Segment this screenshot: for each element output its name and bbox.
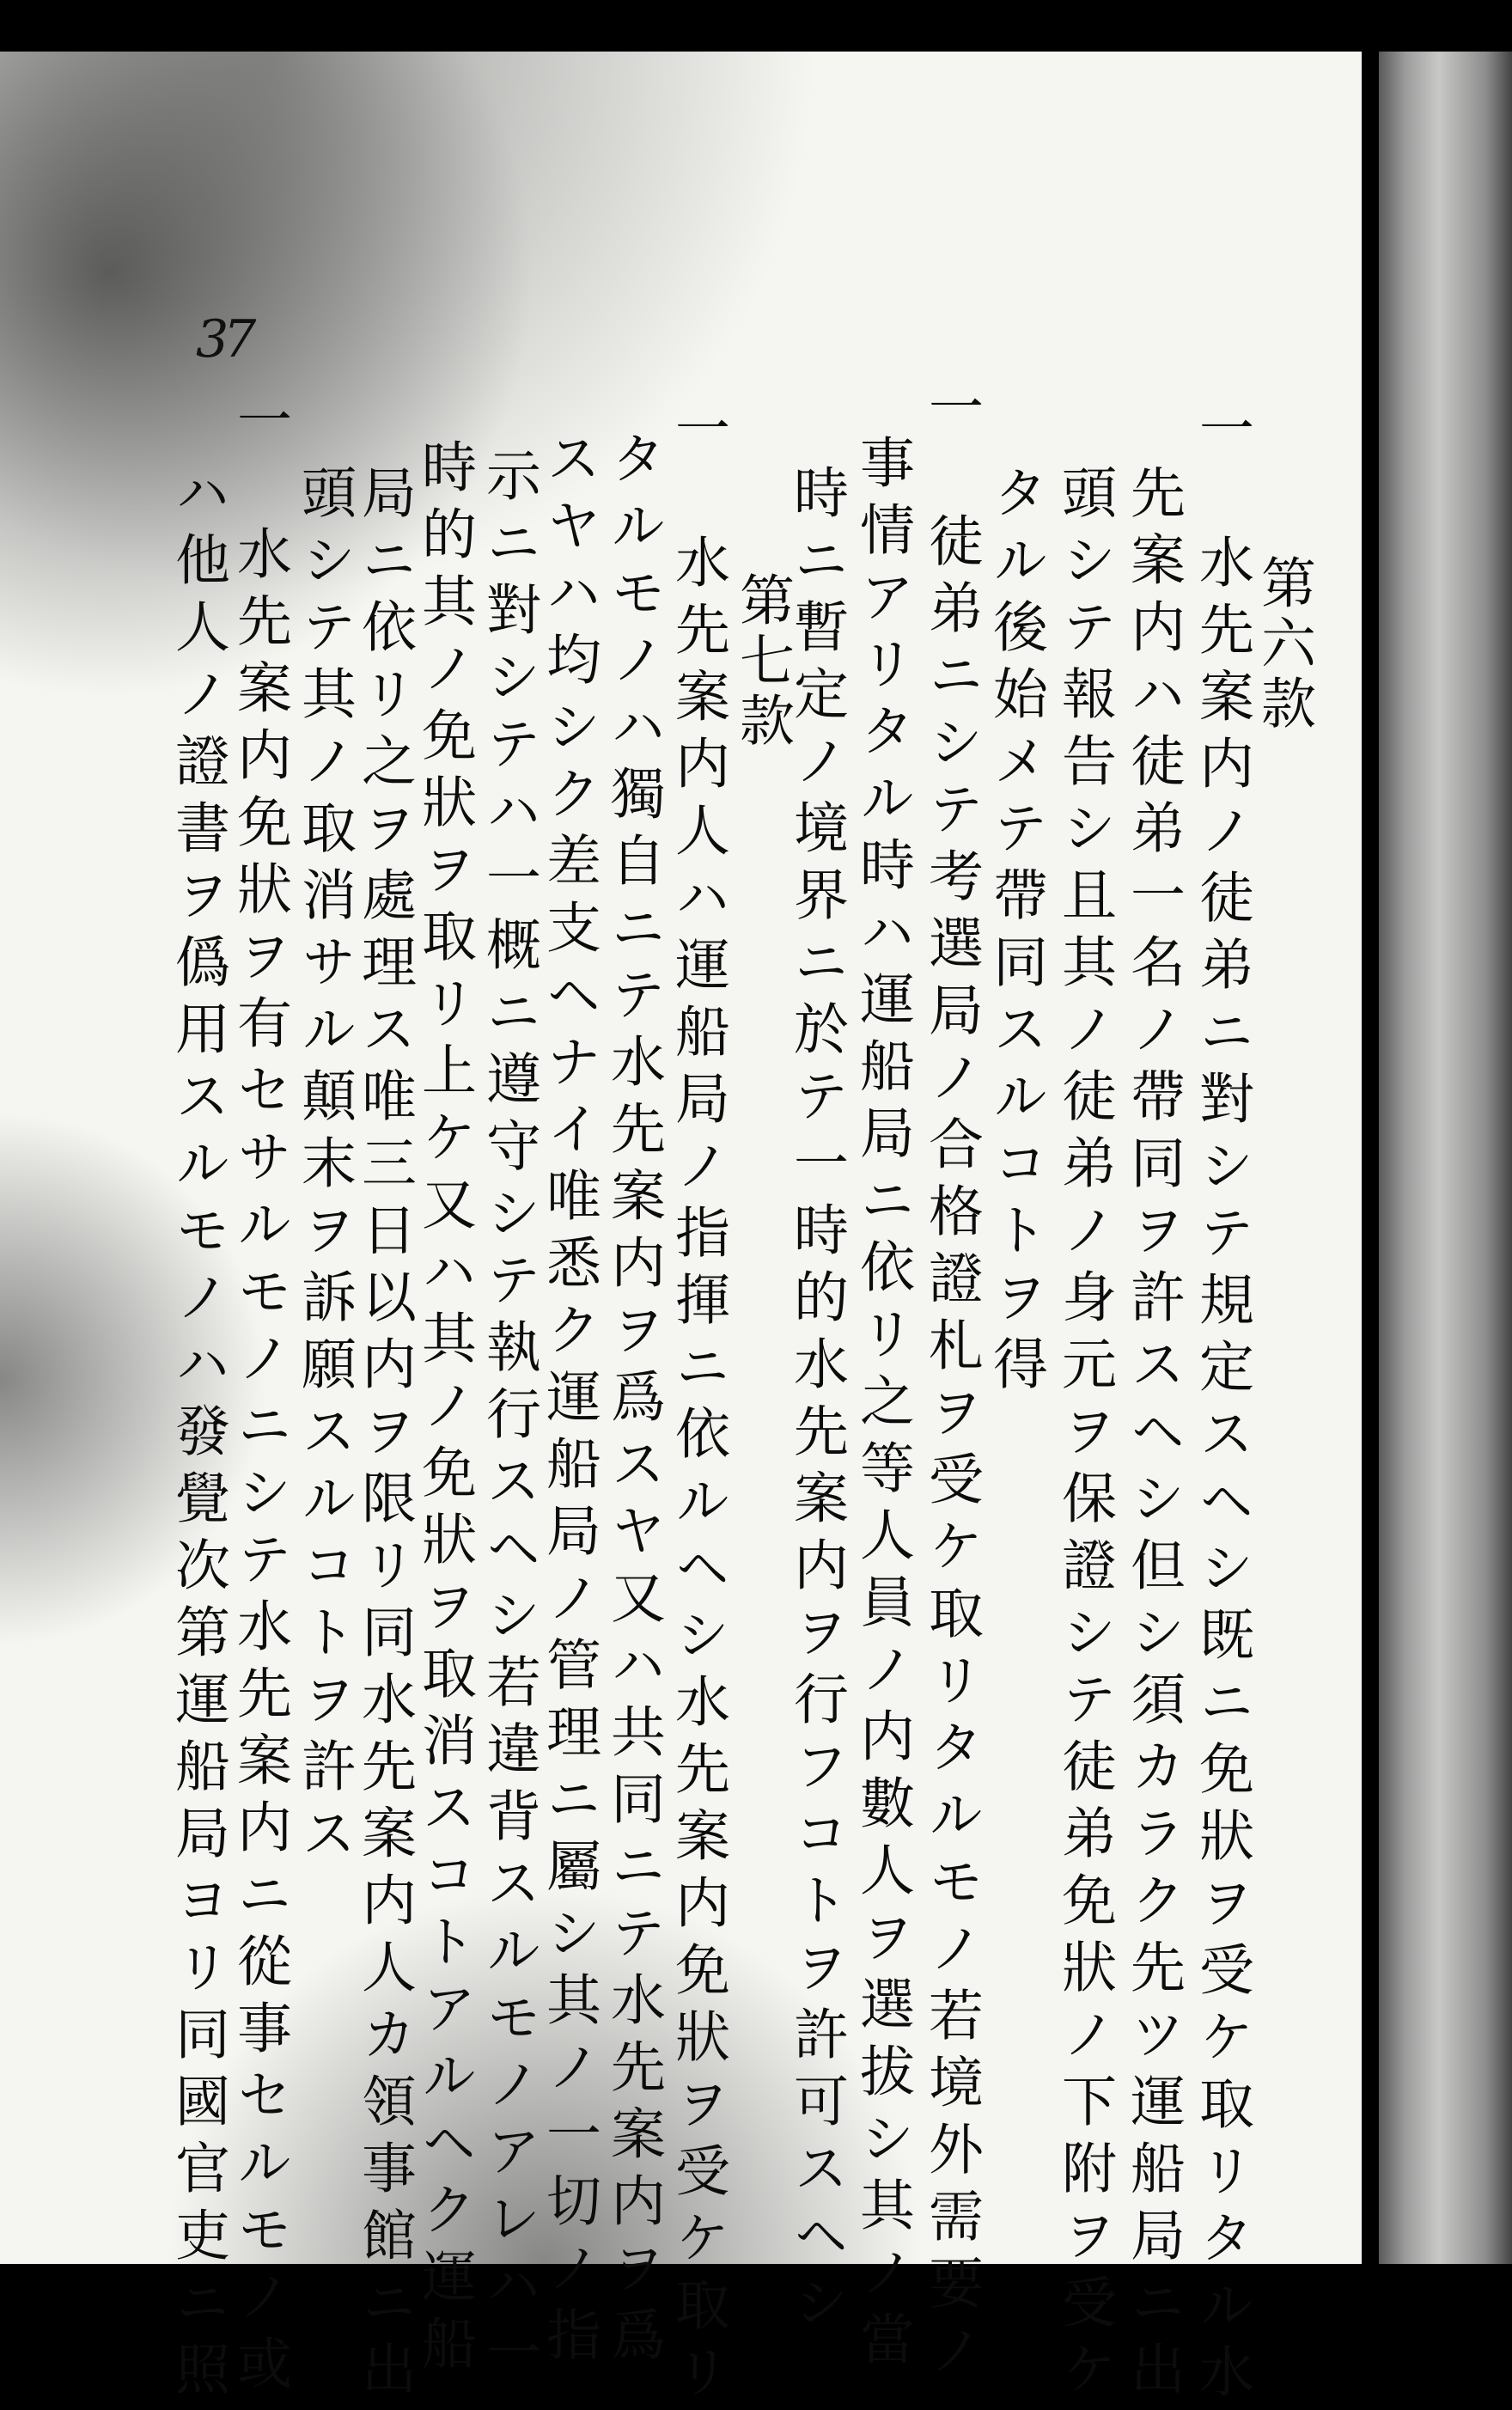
text-column: ハ他人ノ證書ヲ僞用スルモノハ發覺次第運船局ヨリ同國官吏ニ照 <box>166 464 229 2407</box>
text-column: スヤハ均シク差支ヘナイ唯悉ク運船局ノ管理ニ屬シ其ノ一切ノ指 <box>537 430 601 2373</box>
text-column: タルモノハ獨自ニテ水先案内ヲ爲スヤ又ハ共同ニテ水先案内ヲ爲 <box>601 430 665 2373</box>
text-column: 局ニ依リ之ヲ處理ス唯三日以内ヲ限リ同水先案内人カ領事館ニ出 <box>352 464 416 2407</box>
text-column: 示ニ對シテハ一概ニ遵守シテ執行スヘシ若違背スルモノアレハ一 <box>477 447 540 2390</box>
text-column: 頭シテ其ノ取消サル顛末ヲ訴願スルコトヲ許ス <box>292 464 356 1871</box>
text-column: 事情アリタル時ハ運船局ニ依リ之等人員ノ内數人ヲ選拔シ其ノ當 <box>850 434 914 2377</box>
text-column: タル後始メテ帶同スルコトヲ得 <box>984 464 1047 1402</box>
page-number: 37 <box>196 309 252 369</box>
text-column: 一 徒弟ニシテ考選局ノ合格證札ヲ受ケ取リタルモノ若境外需要ノ <box>919 378 983 2389</box>
text-column: 一 水先案内ノ徒弟ニ對シテ規定スヘシ既ニ免狀ヲ受ケ取リタル水 <box>1190 400 1253 2410</box>
section-heading-7: 第七款 <box>730 571 794 752</box>
text-column: 頭シテ報告シ且其ノ徒弟ノ身元ヲ保證シテ徒弟免狀ノ下附ヲ受ケ <box>1052 464 1116 2407</box>
text-column: 一 水先案内免狀ヲ有セサルモノニシテ水先案内ニ從事セルモノ或 <box>228 391 291 2401</box>
adjacent-page-edge <box>1379 52 1512 2264</box>
text-column: 先案内ハ徒弟一名ノ帶同ヲ許スヘシ但シ須カラク先ツ運船局ニ出 <box>1121 464 1185 2407</box>
text-column: 時的其ノ免狀ヲ取リ上ケ又ハ其ノ免狀ヲ取消スコトアルヘク運船 <box>412 438 476 2382</box>
text-column: 一 水先案内人ハ運船局ノ指揮ニ依ルヘシ水先案内免狀ヲ受ケ取リ <box>666 400 729 2410</box>
text-column: 時ニ暫定ノ境界ニ於テ一時的水先案内ヲ行フコトヲ許可スヘシ <box>784 464 848 2340</box>
section-heading-6: 第六款 <box>1252 554 1315 735</box>
